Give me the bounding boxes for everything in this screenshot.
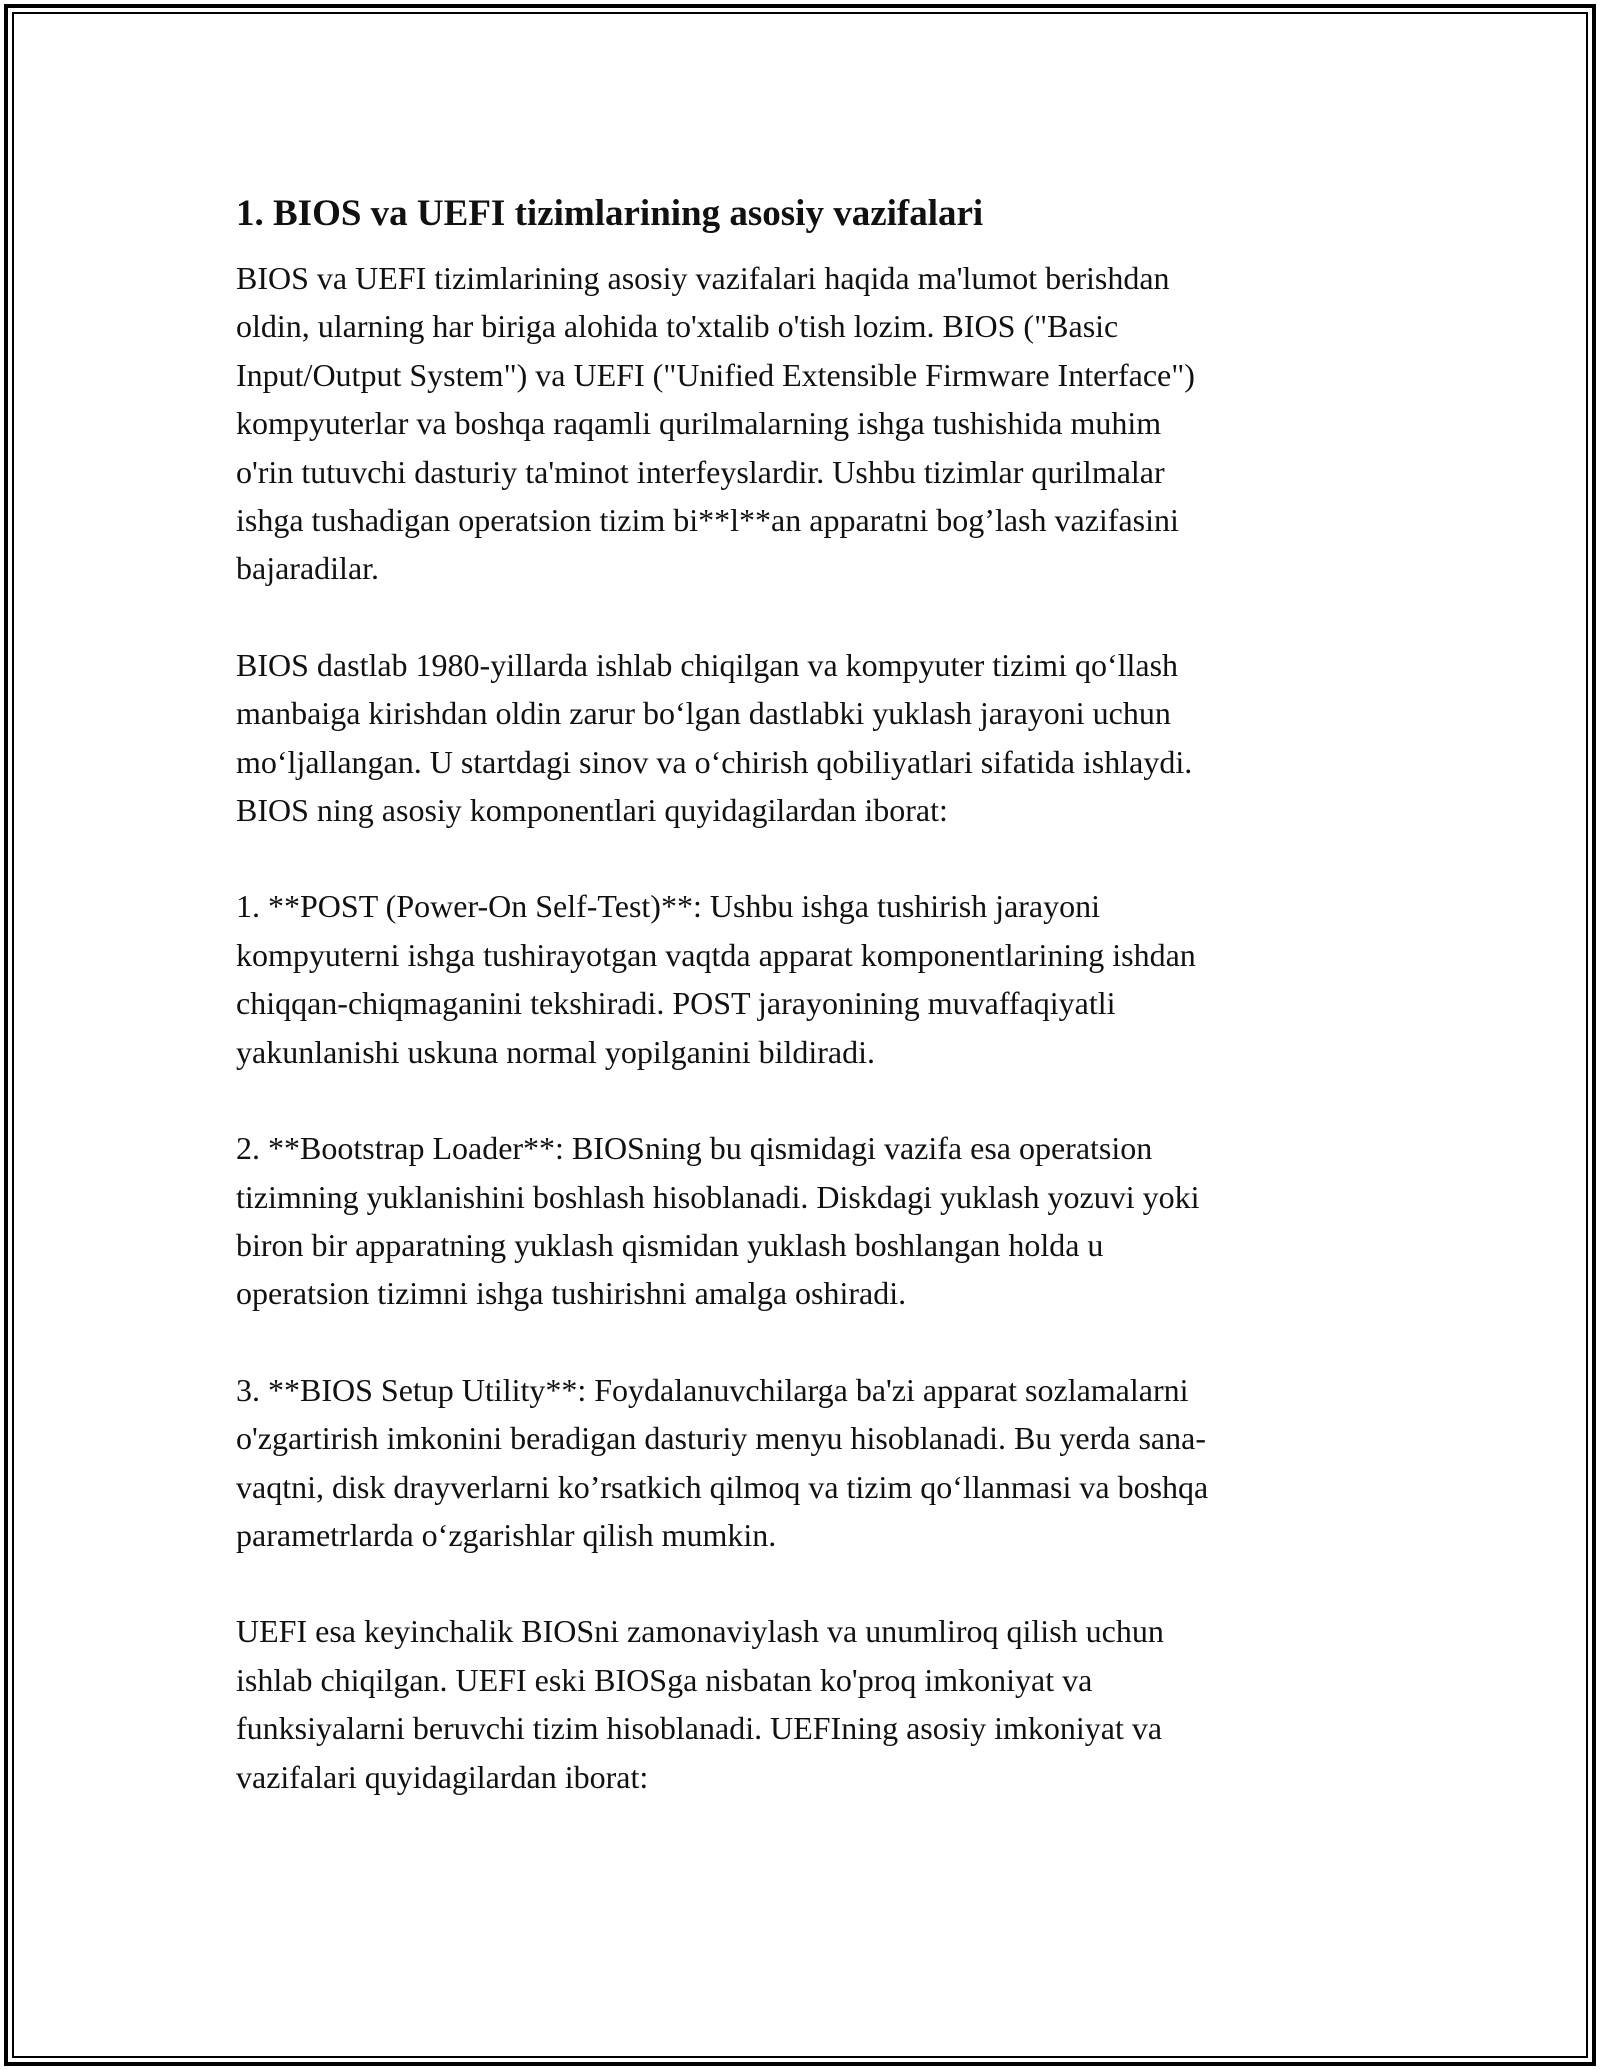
section-heading: 1. BIOS va UEFI tizimlarining asosiy vazifalari <box>236 193 984 234</box>
document-body <box>236 186 1360 1849</box>
paragraph-bios-setup-utility: 3. **BIOS Setup Utility**: Foydalanuvchilarga ba'zi apparat sozlamalarni o'zgartirish imkonini beradigan dasturiy menyu hisoblanadi. Bu yerda sana- vaqtni, disk drayverlarni ko’rsatkich qilmoq va tizim qo‘llanmasi va boshqa parametrlarda o‘zgarishlar qilish mumkin. <box>236 1371 1209 1553</box>
paragraph-intro: BIOS va UEFI tizimlarining asosiy vazifalari haqida ma'lumot berishdan oldin, ularning har biriga alohida to'xtalib o'tish lozim. BIOS ("Basic Input/Output System") va UEFI ("Unified Extensible Firmware Interface") kompyuterlar va boshqa raqamli qurilmalarning ishga tushishida muhim o'rin tutuvchi dasturiy ta'minot interfeyslardir. Ushbu tizimlar qurilmalar ishga tushadigan operatsion tizim bi**l**an apparatni bog’lash vazifasini bajaradilar. <box>236 260 1195 587</box>
paragraph-bootstrap-loader: 2. **Bootstrap Loader**: BIOSning bu qismidagi vazifa esa operatsion tizimning yuklanishini boshlash hisoblanadi. Diskdagi yuklash yozuvi yoki biron bir apparatning yuklash qismidan yuklash boshlangan holda u operatsion tizimni ishga tushirishni amalga oshiradi. <box>236 1130 1200 1312</box>
paragraph-bios-history: BIOS dastlab 1980-yillarda ishlab chiqilgan va kompyuter tizimi qo‘llash manbaiga kirishdan oldin zarur bo‘lgan dastlabki yuklash jarayoni uchun mo‘ljallangan. U startdagi sinov va o‘chirish qobiliyatlari sifatida ishlaydi. BIOS ning asosiy komponentlari quyidagilardan iborat: <box>236 646 1193 829</box>
paragraph-post: 1. **POST (Power-On Self-Test)**: Ushbu ishga tushirish jarayoni kompyuterni ishga tushirayotgan vaqtda apparat komponentlarining ishdan chiqqan-chiqmaganini tekshiradi. POST jarayonining muvaffaqiyatli yakunlanishi uskuna normal yopilganini bildiradi. <box>236 888 1196 1070</box>
paragraph-uefi: UEFI esa keyinchalik BIOSni zamonaviylash va unumliroq qilish uchun ishlab chiqilgan. UEFI eski BIOSga nisbatan ko'proq imkoniyat va funksiyalarni beruvchi tizim hisoblanadi. UEFIning asosiy imkoniyat va vazifalari quyidagilardan iborat: <box>236 1613 1164 1795</box>
